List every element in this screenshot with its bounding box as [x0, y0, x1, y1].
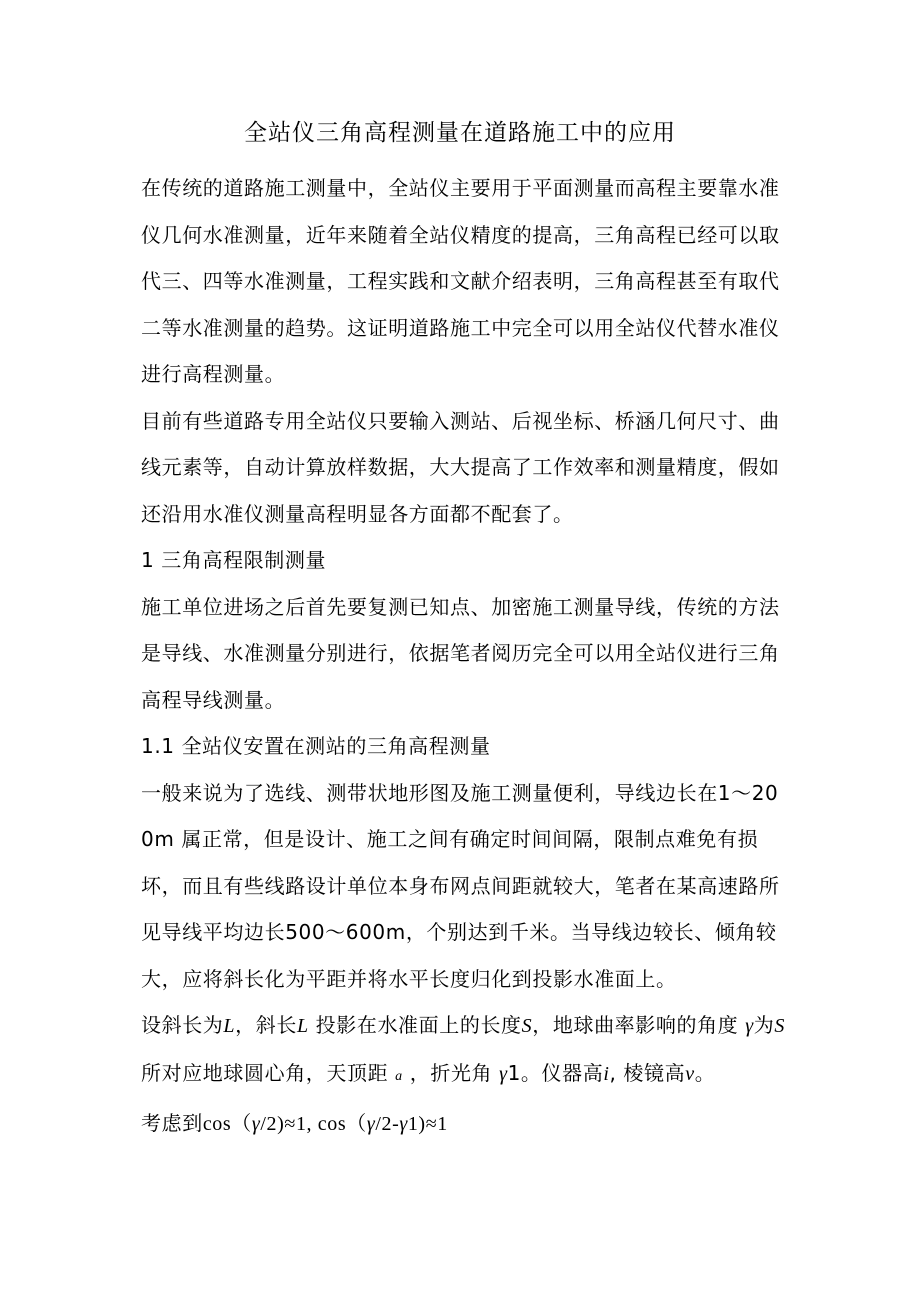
variable-gamma: γ: [251, 1113, 261, 1135]
text-run: 为: [753, 1013, 775, 1037]
formula-run: 1)≈1: [407, 1113, 448, 1135]
section-heading-1-1: 1.1 全站仪安置在测站的三角高程测量: [141, 734, 491, 758]
text-run: , 棱镜高: [609, 1060, 686, 1085]
variable-L: L: [296, 1015, 309, 1037]
text-run: ，折光角: [402, 1060, 500, 1085]
section-heading-1: 1 三角高程限制测量: [141, 548, 327, 572]
formula-run: /2-: [375, 1113, 400, 1135]
text-run: 设斜长为: [141, 1013, 224, 1037]
variable-a: a: [395, 1068, 403, 1084]
formula-run: /2)≈1, cos（: [260, 1113, 367, 1135]
text-run: 。: [694, 1060, 716, 1085]
variable-S: S: [521, 1015, 533, 1037]
text-run: ，地球曲率影响的角度: [532, 1013, 746, 1037]
paragraph-formula: [141, 1100, 786, 1148]
text-run: 1。仪器高: [507, 1060, 604, 1085]
variable-v: v: [685, 1062, 695, 1085]
text-run: 所对应地球圆心角，天顶距: [141, 1060, 396, 1085]
text-run: 考虑到: [141, 1111, 203, 1135]
document-title: 全站仪三角高程测量在道路施工中的应用: [244, 120, 676, 146]
paragraph-intro: 在传统的道路施工测量中，全站仪主要用于平面测量而高程主要靠水准仪几何水准测量，近年来随着全站仪精度的提高，三角高程已经可以取代三、四等水准测量，工程实践和文献介绍表明，三角高程甚至有取代二等水准测量的趋势。这证明道路施工中完全可以用全站仪代替水准仪进行高程测量。: [141, 176, 780, 386]
variable-gamma: γ: [399, 1113, 408, 1135]
document-body: [141, 165, 786, 1148]
paragraph-traverse: 一般来说为了选线、测带状地形图及施工测量便利，导线边长在1～200m 属正常，但是设计、施工之间有确定时间间隔，限制点难免有损坏，而且有些线路设计单位本身布网点间距就较大，笔者在某高速路所见导线平均边长500～600m，个别达到千米。当导线边较长、倾角较大，应将斜长化为平距并将水平长度归化到投影水准面上。: [141, 780, 780, 991]
formula-run: cos（: [202, 1113, 252, 1135]
variable-S: S: [774, 1015, 785, 1037]
variable-L: L: [223, 1015, 236, 1037]
paragraph-construction: 施工单位进场之后首先要复测已知点、加密施工测量导线，传统的方法是导线、水准测量分别进行，依据笔者阅历完全可以用全站仪进行三角高程导线测量。: [141, 594, 780, 712]
text-run: 投影在水准面上的长度: [308, 1013, 522, 1037]
variable-gamma: γ: [499, 1062, 508, 1085]
variable-gamma: γ: [366, 1113, 376, 1135]
paragraph-total-station: 目前有些道路专用全站仪只要输入测站、后视坐标、桥涵几何尺寸、曲线元素等，自动计算放样数据，大大提高了工作效率和测量精度，假如还沿用水准仪测量高程明显各方面都不配套了。: [141, 408, 780, 526]
paragraph-variables: [141, 1002, 786, 1100]
variable-i: i: [603, 1062, 610, 1085]
text-run: ，斜长: [235, 1013, 297, 1037]
variable-gamma: γ: [745, 1015, 754, 1037]
